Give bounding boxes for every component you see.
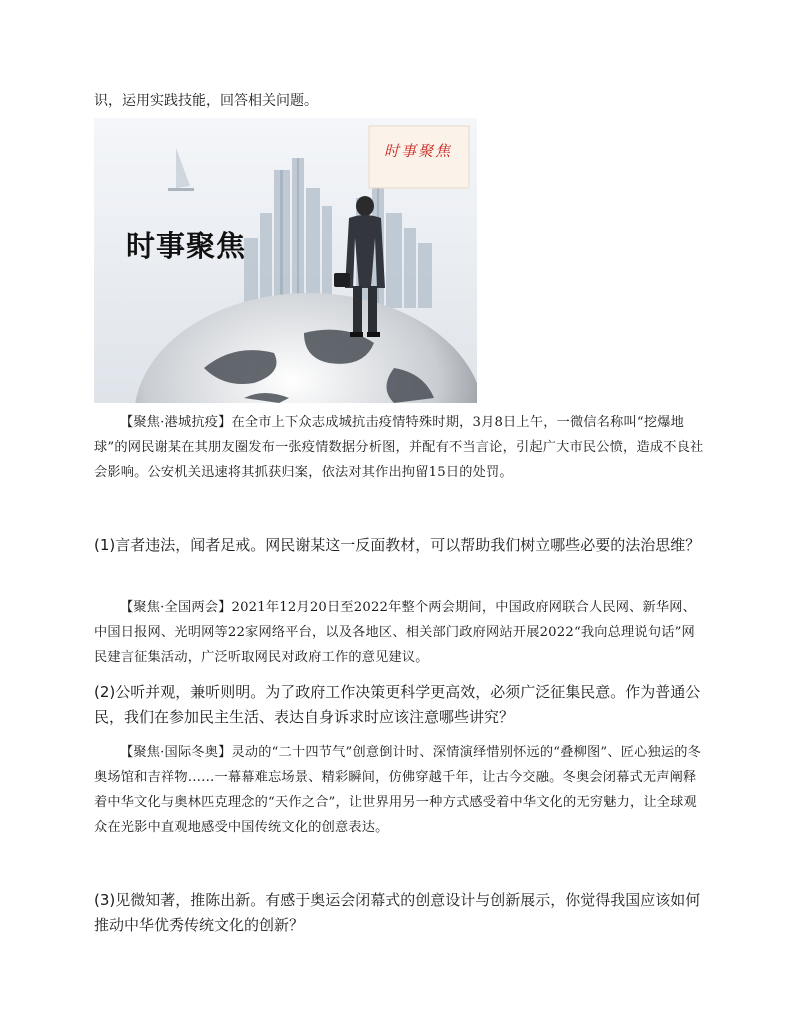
focus-paragraph-3: [94, 740, 704, 840]
focus-text-2: 2021年12月20日至2022年整个两会期间，中国政府网联合人民网、新华网、中国日报网、光明网等22家网络平台，以及各地区、相关部门政府网站开展2022“我向总理说句话”网民建言征集活动，广泛听取网民对政府工作的意见建议。: [94, 600, 697, 665]
focus-tag-1: 【聚焦·港城抗疫】: [120, 415, 232, 430]
focus-tag-2: 【聚焦·全国两会】: [120, 600, 232, 615]
question-2: (2)公听并观，兼听则明。为了政府工作决策更科学更高效，必须广泛征集民意。作为普通公民，我们在参加民主生活、表达自身诉求时应该注意哪些讲究？: [94, 683, 701, 726]
focus-text-3: 灵动的“二十四节气”创意倒计时、深情演绎惜别怀远的“叠柳图”、匠心独运的冬奥场馆和吉祥物……一幕幕难忘场景、精彩瞬间，仿佛穿越千年，让古今交融。冬奥会闭幕式无声阐释着中华文化与奥林匹克理念的“天作之合”，让世界用另一种方式感受着中华文化的无穷魅力，让全球观众在光影中直观地感受中国传统文化的创意表达。: [94, 745, 702, 835]
focus-text-1: 在全市上下众志成城抗击疫情特殊时期，3月8日上午，一微信名称叫“挖爆地球”的网民谢某在其朋友圈发布一张疫情数据分析图，并配有不当言论，引起广大市民公愤，造成不良社会影响。公安机关迅速将其抓获归案，依法对其作出拘留15日的处罚。: [94, 415, 704, 480]
question-1: (1)言者违法，闻者足戒。网民谢某这一反面教材，可以帮助我们树立哪些必要的法治思维？: [94, 536, 701, 554]
news-focus-banner-image: [94, 118, 477, 403]
question-3: (3)见微知著，推陈出新。有感于奥运会闭幕式的创意设计与创新展示，你觉得我国应该如何推动中华优秀传统文化的创新？: [94, 891, 701, 934]
banner-logo-text: 时事聚焦: [384, 142, 453, 160]
focus-paragraph-2: [94, 595, 704, 670]
focus-paragraph-1: [94, 410, 704, 485]
intro-text: 识，运用实践技能，回答相关问题。: [94, 93, 318, 109]
focus-tag-3: 【聚焦·国际冬奥】: [120, 745, 232, 760]
banner-title: 时事聚焦: [126, 229, 247, 263]
